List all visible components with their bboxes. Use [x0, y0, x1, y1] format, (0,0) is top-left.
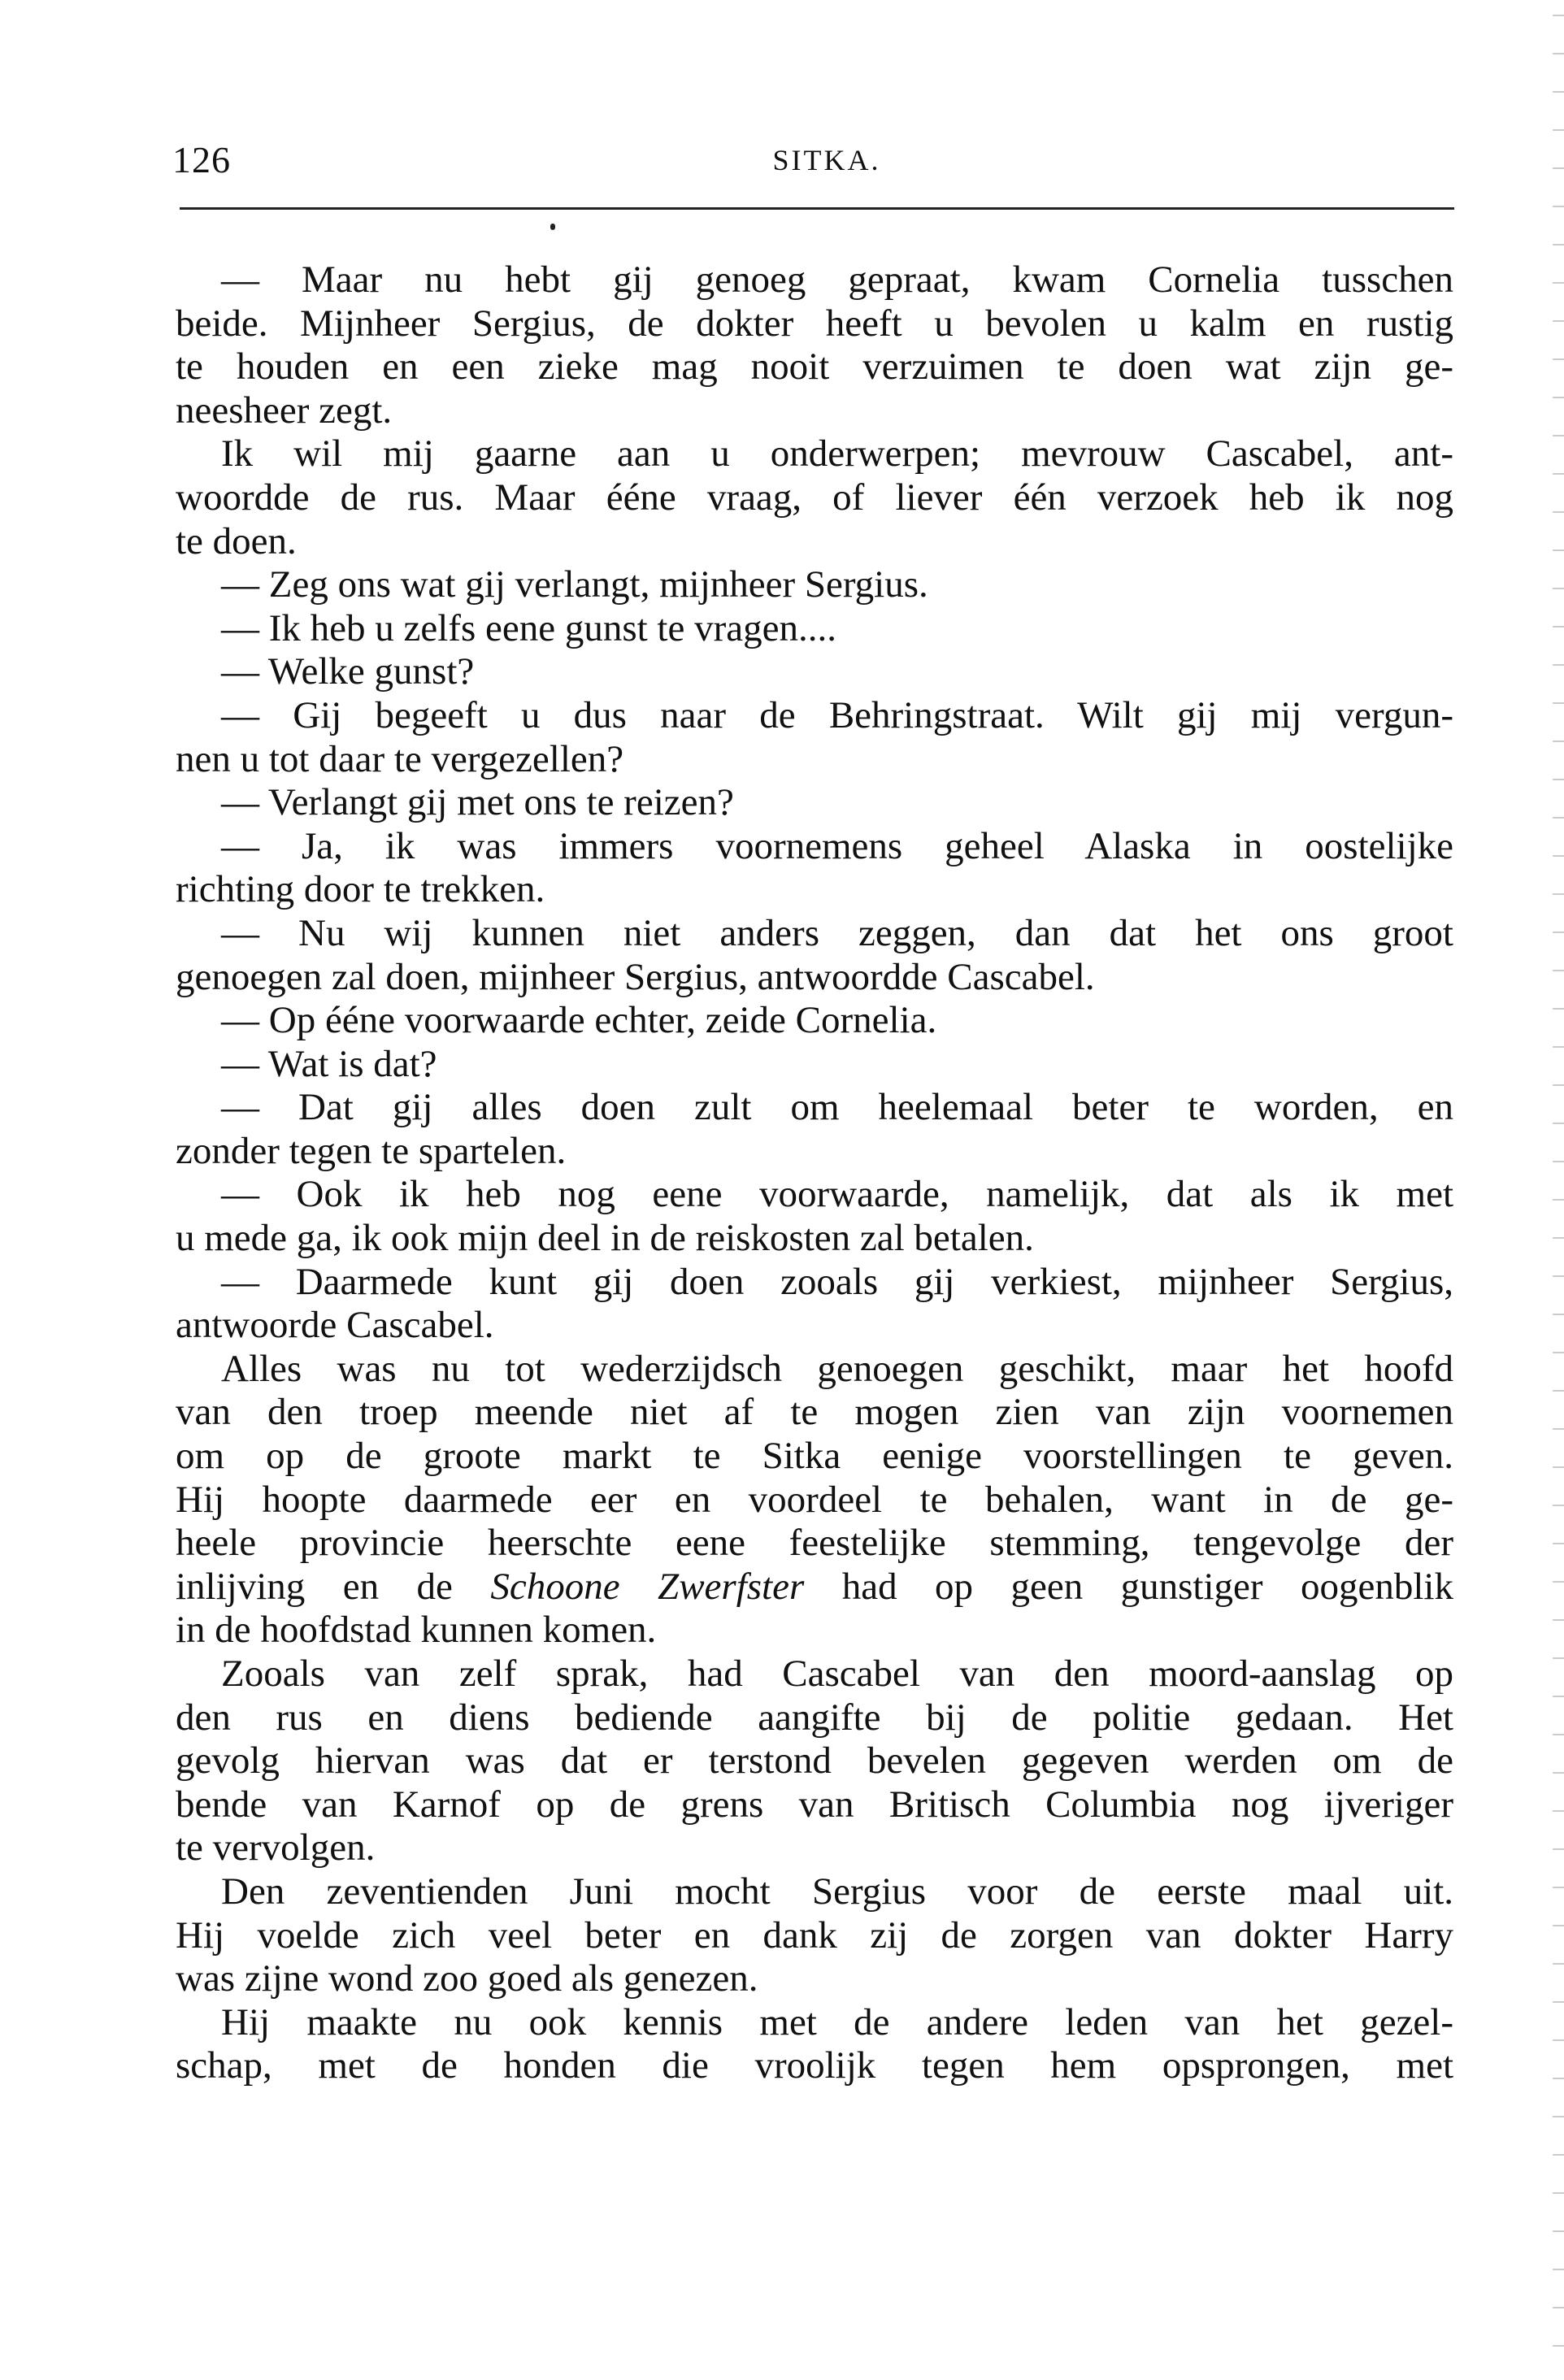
text-line: te houden en een zieke mag nooit verzuimen te doen wat zijn ge-: [176, 345, 1453, 389]
paragraph: [176, 1261, 1453, 1348]
text-line: — Verlangt gij met ons te reizen?: [221, 781, 734, 824]
text-line: — Welke gunst?: [221, 650, 475, 693]
text-line: woordde de rus. Maar ééne vraag, of liever één verzoek heb ik nog: [176, 476, 1453, 519]
text-line: — Nu wij kunnen niet anders zeggen, dan dat het ons groot: [221, 911, 1453, 954]
paragraph: [176, 999, 1453, 1043]
text-line: neesheer zegt.: [176, 389, 393, 432]
text-line: bende van Karnof op de grens van Britisch Columbia nog ijveriger: [176, 1783, 1453, 1826]
paragraph: [176, 694, 1453, 781]
text-line: — Daarmede kunt gij doen zooals gij verkiest, mijnheer Sergius,: [221, 1260, 1453, 1303]
text-line: Ik wil mij gaarne aan u onderwerpen; mevrouw Cascabel, ant-: [221, 432, 1453, 476]
text-line: Hij voelde zich veel beter en dank zij de zorgen van dokter Harry: [176, 1913, 1453, 1957]
body-text: [176, 258, 1453, 2088]
print-speck: [550, 224, 555, 230]
paragraph: [176, 781, 1453, 825]
page-number: 126: [172, 139, 231, 180]
text-line: — Gij begeeft u dus naar de Behringstraat. Wilt gij mij vergun-: [221, 693, 1453, 736]
text-line: zonder tegen te spartelen.: [176, 1129, 567, 1172]
text-line: — Maar nu hebt gij genoeg gepraat, kwam Cornelia tusschen: [221, 258, 1453, 301]
text-line: heele provincie heerschte eene feestelijke stemming, tengevolge der: [176, 1522, 1453, 1565]
text-line: was zijne wond zoo goed als genezen.: [176, 1957, 758, 2000]
text-line: te doen.: [176, 519, 297, 562]
text-line: in de hoofdstad kunnen komen.: [176, 1609, 657, 1652]
text-line: — Op ééne voorwaarde echter, zeide Cornelia.: [221, 999, 937, 1042]
paragraph: [176, 1870, 1453, 2001]
text-line: om op de groote markt te Sitka eenige voorstellingen te geven.: [176, 1435, 1453, 1478]
text-line: — Ja, ik was immers voornemens geheel Alaska in oostelijke: [221, 824, 1453, 867]
text-line: van den troep meende niet af te mogen zien van zijn voornemen: [176, 1391, 1453, 1434]
text-line: — Zeg ons wat gij verlangt, mijnheer Sergius.: [221, 563, 928, 606]
paragraph: [176, 1653, 1453, 1870]
text-line: genoegen zal doen, mijnheer Sergius, antwoordde Cascabel.: [176, 955, 1095, 998]
paragraph: [176, 825, 1453, 912]
paragraph: [176, 563, 1453, 607]
text-segment: had op geen gunstiger oogenblik: [804, 1565, 1453, 1608]
text-line: richting door te trekken.: [176, 868, 545, 911]
paragraph: [176, 607, 1453, 651]
paragraph: [176, 1086, 1453, 1173]
text-line: nen u tot daar te vergezellen?: [176, 737, 624, 780]
text-line: — Ik heb u zelfs eene gunst te vragen....: [221, 606, 836, 649]
text-line: Den zeventienden Juni mocht Sergius voor de eerste maal uit.: [221, 1870, 1453, 1913]
text-line: [176, 1566, 1453, 1609]
italic-title: Schoone Zwerfster: [490, 1565, 805, 1608]
paragraph: [176, 1043, 1453, 1087]
text-line: antwoorde Cascabel.: [176, 1304, 494, 1347]
text-line: beide. Mijnheer Sergius, de dokter heeft u bevolen u kalm en rustig: [176, 302, 1453, 345]
text-line: — Ook ik heb nog eene voorwaarde, namelijk, dat als ik met: [221, 1173, 1453, 1216]
text-line: gevolg hiervan was dat er terstond bevelen gegeven werden om de: [176, 1739, 1453, 1783]
paragraph: [176, 1348, 1453, 1653]
text-line: den rus en diens bediende aangifte bij de politie gedaan. Het: [176, 1696, 1453, 1739]
text-line: schap, met de honden die vroolijk tegen hem opsprongen, met: [176, 2044, 1453, 2087]
text-line: — Dat gij alles doen zult om heelemaal beter te worden, en: [221, 1086, 1453, 1129]
paragraph: [176, 432, 1453, 563]
text-line: te vervolgen.: [176, 1826, 376, 1870]
paragraph: [176, 912, 1453, 999]
text-segment: inlijving en de: [176, 1565, 491, 1608]
header-rule: [180, 207, 1454, 210]
running-title: SITKA.: [772, 144, 881, 176]
text-line: Alles was nu tot wederzijdsch genoegen geschikt, maar het hoofd: [221, 1347, 1453, 1390]
text-line: u mede ga, ik ook mijn deel in de reiskosten zal betalen.: [176, 1217, 1034, 1260]
paragraph: [176, 2001, 1453, 2088]
text-line: Hij hoopte daarmede eer en voordeel te behalen, want in de ge-: [176, 1478, 1453, 1521]
page-edge-shadow: [1553, 0, 1564, 2380]
text-line: Zooals van zelf sprak, had Cascabel van den moord-aanslag op: [221, 1653, 1453, 1695]
paragraph: [176, 650, 1453, 694]
paragraph: [176, 258, 1453, 432]
text-line: — Wat is dat?: [221, 1042, 437, 1085]
paragraph: [176, 1173, 1453, 1260]
text-line: Hij maakte nu ook kennis met de andere leden van het gezel-: [221, 2000, 1453, 2043]
